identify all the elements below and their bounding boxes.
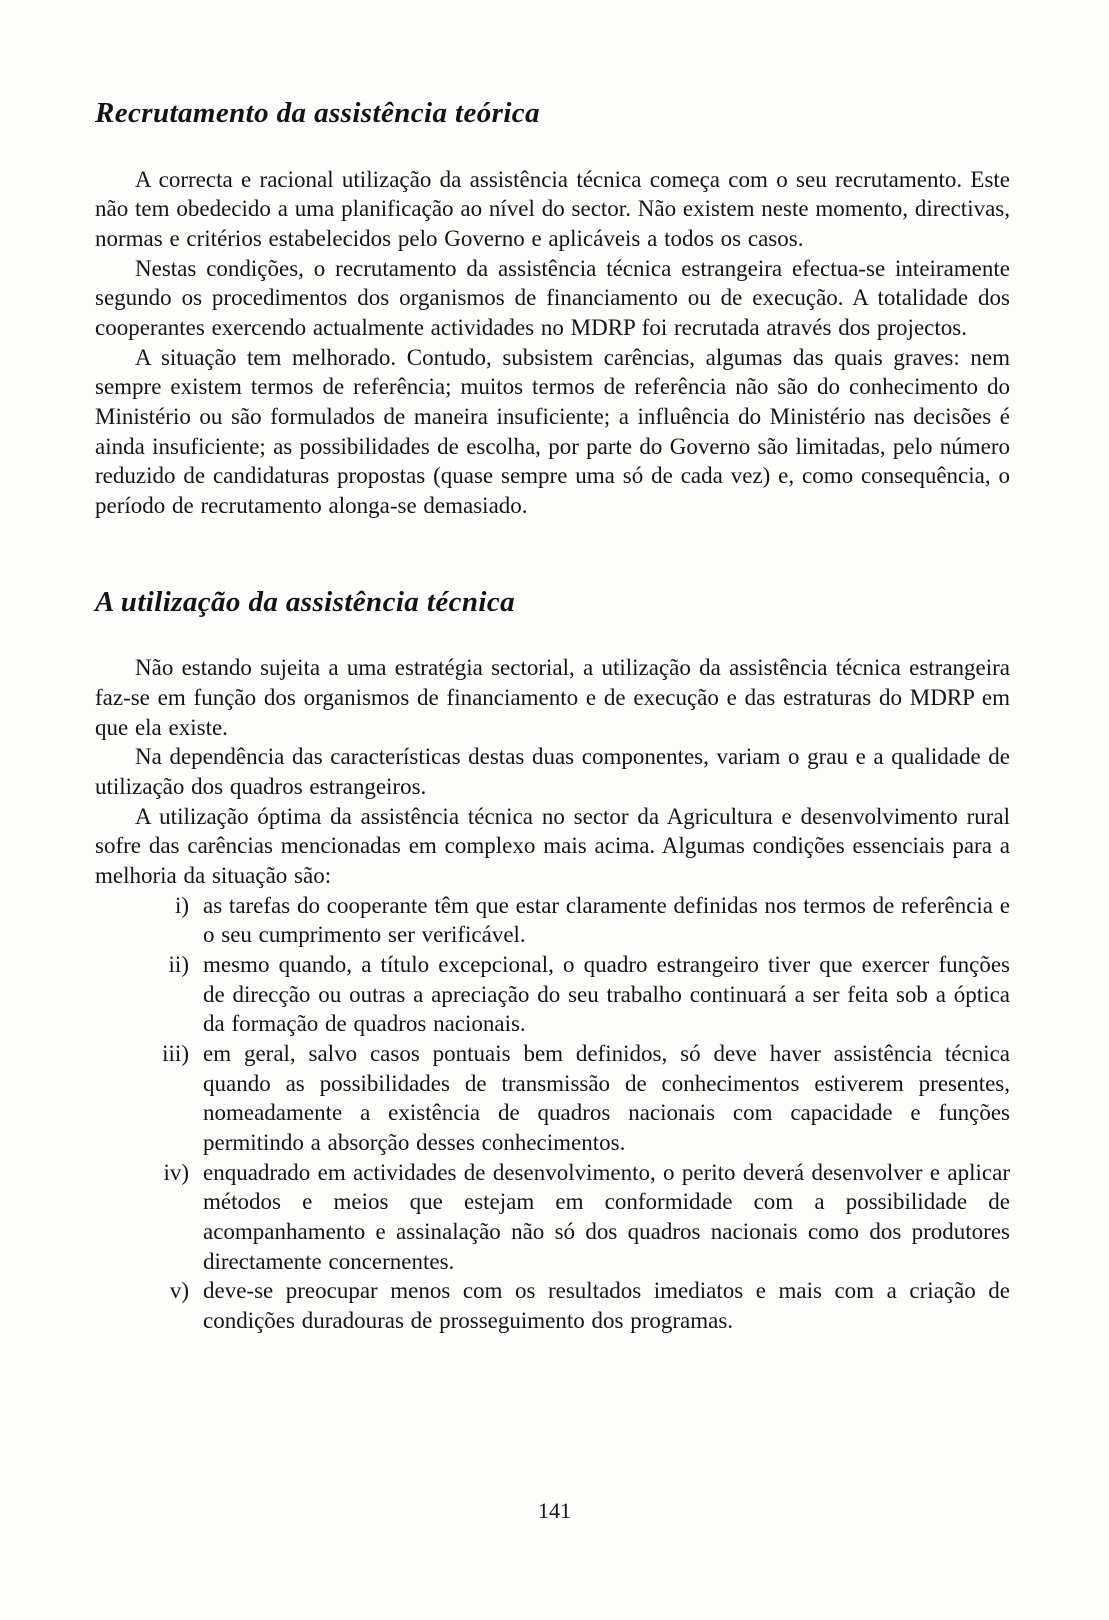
paragraph: Nestas condições, o recrutamento da assistência técnica estrangeira efectua-se inteiramente segundo os procedimentos dos organismos de financiamento ou de execução. A totalidade dos cooperantes exercendo actualmente actividades no MDRP foi recrutada através dos projectos. bbox=[95, 255, 1010, 341]
list-item-text: enquadrado em actividades de desenvolvimento, o perito deverá desenvolver e aplicar métodos e meios que estejam em conformidade com a possibilidade de acompanhamento e assinalação não só dos quadros nacionais como dos produtores directamente concernentes. bbox=[203, 1159, 1010, 1274]
paragraph: A utilização óptima da assistência técnica no sector da Agricultura e desenvolvimento rural sofre das carências mencionadas em complexo mais acima. Algumas condições essenciais para a melhoria da situação são: bbox=[95, 803, 1010, 889]
list-item-text: mesmo quando, a título excepcional, o quadro estrangeiro tiver que exercer funções de direcção ou outras a apreciação do seu trabalho continuará a ser feita sob a óptica da formação de quadros nacionais. bbox=[203, 952, 1010, 1037]
list-item-text: as tarefas do cooperante têm que estar claramente definidas nos termos de referência e o seu cumprimento ser verificável. bbox=[203, 892, 1010, 948]
list-item bbox=[95, 950, 1010, 1039]
paragraph: A situação tem melhorado. Contudo, subsistem carências, algumas das quais graves: nem sempre existem termos de referência; muitos termos de referência não são do conhecimento do Ministério ou são formulados de maneira insuficiente; a influência do Ministério nas decisões é ainda insuficiente; as possibilidades de escolha, por parte do Governo são limitadas, pelo número reduzido de candidaturas propostas (quase sempre uma só de cada vez) e, como consequência, o período de recrutamento alonga-se demasiado. bbox=[95, 344, 1010, 519]
paragraph: Na dependência das características destas duas componentes, variam o grau e a qualidade de utilização dos quadros estrangeiros. bbox=[95, 744, 1010, 800]
section-heading-utilizacao: A utilização da assistência técnica bbox=[95, 585, 516, 618]
section-utilizacao bbox=[95, 585, 1010, 1336]
section-heading-recrutamento: Recrutamento da assistência teórica bbox=[95, 97, 540, 129]
list-item bbox=[95, 1276, 1010, 1335]
list-marker: i) bbox=[174, 892, 189, 918]
list-marker: v) bbox=[169, 1278, 189, 1304]
paragraph: Não estando sujeita a uma estratégia sectorial, a utilização da assistência técnica estrangeira faz-se em função dos organismos de financiamento e de execução e das estraturas do MDRP em que ela existe. bbox=[95, 655, 1010, 740]
list-item-text: deve-se preocupar menos com os resultados imediatos e mais com a criação de condições duradouras de prosseguimento dos programas. bbox=[203, 1278, 1010, 1333]
list-item bbox=[95, 1039, 1010, 1158]
list-item bbox=[95, 1158, 1010, 1277]
paragraph: A correcta e racional utilização da assistência técnica começa com o seu recrutamento. Este não tem obedecido a uma planificação ao nível do sector. Não existem neste momento, directivas, normas e critérios estabelecidos pelo Governo e aplicáveis a todos os casos. bbox=[95, 166, 1010, 252]
section-recrutamento bbox=[95, 96, 1010, 521]
list-item bbox=[95, 891, 1010, 950]
list-marker: iii) bbox=[162, 1041, 189, 1066]
list-marker: iv) bbox=[163, 1159, 189, 1185]
roman-numeral-list bbox=[95, 891, 1010, 1336]
list-marker: ii) bbox=[168, 952, 189, 978]
page-number: 141 bbox=[538, 1498, 571, 1523]
list-item-text: em geral, salvo casos pontuais bem definidos, só deve haver assistência técnica quando as possibilidades de transmissão de conhecimentos estiverem presentes, nomeadamente a existência de quadros nacionais com capacidade e funções permitindo a absorção desses conhecimentos. bbox=[203, 1041, 1010, 1155]
